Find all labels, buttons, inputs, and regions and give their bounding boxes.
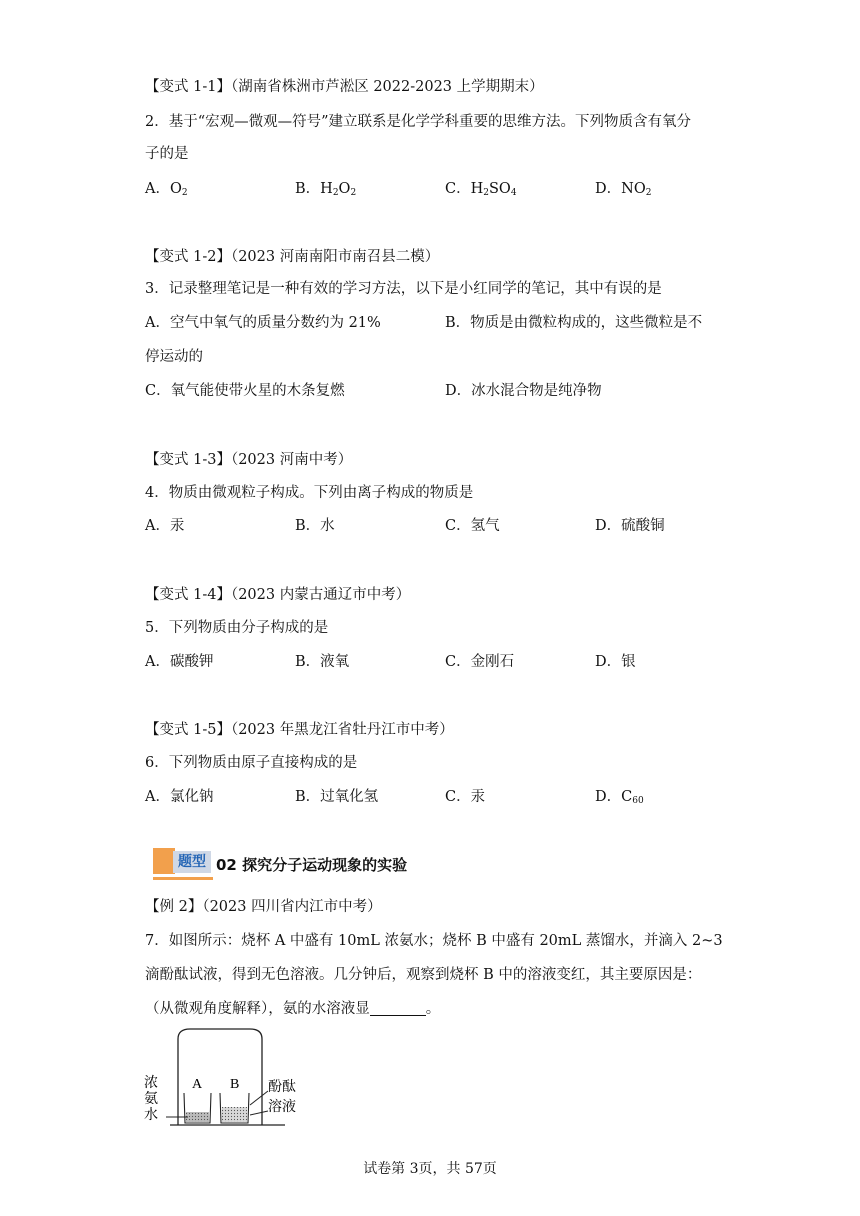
q2-stem-line1: 2．基于“宏观—微观—符号”建立联系是化学学科重要的思维方法。下列物质含有氧分 xyxy=(145,114,692,130)
q5-option-c: C．金刚石 xyxy=(445,654,515,670)
q2-option-a: A．$O_2$ xyxy=(145,181,188,198)
q6-option-d: D．$C_{60}$ xyxy=(595,789,644,806)
q2-option-c: C．$H_2SO_4$ xyxy=(445,181,517,198)
q6-option-c: C．汞 xyxy=(445,789,486,805)
q3-header: 【变式 1-2】（2023 河南南阳市南召县二模） xyxy=(145,249,440,265)
q3-option-b-line2: 停运动的 xyxy=(145,349,203,365)
q5-option-d: D．银 xyxy=(595,654,636,670)
q4-stem: 4．物质由微观粒子构成。下列由离子构成的物质是 xyxy=(145,485,474,501)
section-underline xyxy=(153,877,213,880)
label-left-2: 氨 xyxy=(144,1091,158,1107)
section-badge xyxy=(153,848,213,878)
label-right-1: 酚酞 xyxy=(268,1079,296,1095)
pointer-right xyxy=(250,1091,268,1105)
q6-stem: 6．下列物质由原子直接构成的是 xyxy=(145,755,358,771)
q4-option-d: D．硫酸铜 xyxy=(595,518,665,534)
q2-option-d: D．$NO_2$ xyxy=(595,181,652,198)
page-footer: 试卷第 3页，共 57页 xyxy=(363,1161,497,1177)
q4-option-b: B．水 xyxy=(295,518,335,534)
q3-option-d: D．冰水混合物是纯净物 xyxy=(445,383,602,399)
q6-option-b: B．过氧化氢 xyxy=(295,789,379,805)
q4-option-c: C．氢气 xyxy=(445,518,500,534)
label-left-3: 水 xyxy=(144,1107,158,1123)
label-a: A xyxy=(192,1077,203,1092)
label-b: B xyxy=(230,1077,240,1092)
q4-option-a: A．汞 xyxy=(145,518,185,534)
experiment-figure xyxy=(140,1025,310,1135)
q5-option-b: B．液氧 xyxy=(295,654,350,670)
q6-header: 【变式 1-5】（2023 年黑龙江省牡丹江市中考） xyxy=(145,722,454,738)
q4-header: 【变式 1-3】（2023 河南中考） xyxy=(145,452,353,468)
q2-header: 【变式 1-1】（湖南省株洲市芦淞区 2022-2023 上学期期末） xyxy=(145,79,544,95)
q3-option-b-line1: B．物质是由微粒构成的，这些微粒是不 xyxy=(445,315,703,331)
section-tag: 题型 xyxy=(173,851,211,873)
label-left-1: 浓 xyxy=(144,1075,158,1091)
q7-line3: （从微观角度解释），氨的水溶液显 。 xyxy=(145,1001,441,1017)
label-right-2: 溶液 xyxy=(268,1099,296,1115)
q3-option-a: A．空气中氧气的质量分数约为 21% xyxy=(145,315,381,331)
answer-blank[interactable] xyxy=(370,1001,426,1016)
q2-option-b: B．$H_2O_2$ xyxy=(295,181,357,198)
q5-header: 【变式 1-4】（2023 内蒙古通辽市中考） xyxy=(145,587,411,603)
q5-stem: 5．下列物质由分子构成的是 xyxy=(145,620,329,636)
q7-header: 【例 2】（2023 四川省内江市中考） xyxy=(145,899,382,915)
q5-option-a: A．碳酸钾 xyxy=(145,654,214,670)
q3-option-c: C．氧气能使带火星的木条复燃 xyxy=(145,383,345,399)
q6-option-a: A．氯化钠 xyxy=(145,789,214,805)
q3-stem: 3．记录整理笔记是一种有效的学习方法，以下是小红同学的笔记，其中有误的是 xyxy=(145,281,662,297)
q7-line1: 7．如图所示：烧杯 A 中盛有 10mL 浓氨水；烧杯 B 中盛有 20mL 蒸馏水，并滴入 2~3 xyxy=(145,933,723,949)
bell-jar xyxy=(178,1029,262,1125)
q2-stem-line2: 子的是 xyxy=(145,146,189,162)
q7-line2: 滴酚酞试液，得到无色溶液。几分钟后，观察到烧杯 B 中的溶液变红，其主要原因是： xyxy=(145,967,702,983)
section-badge-accent xyxy=(153,848,175,874)
section-title: 02 探究分子运动现象的实验 xyxy=(216,856,408,874)
